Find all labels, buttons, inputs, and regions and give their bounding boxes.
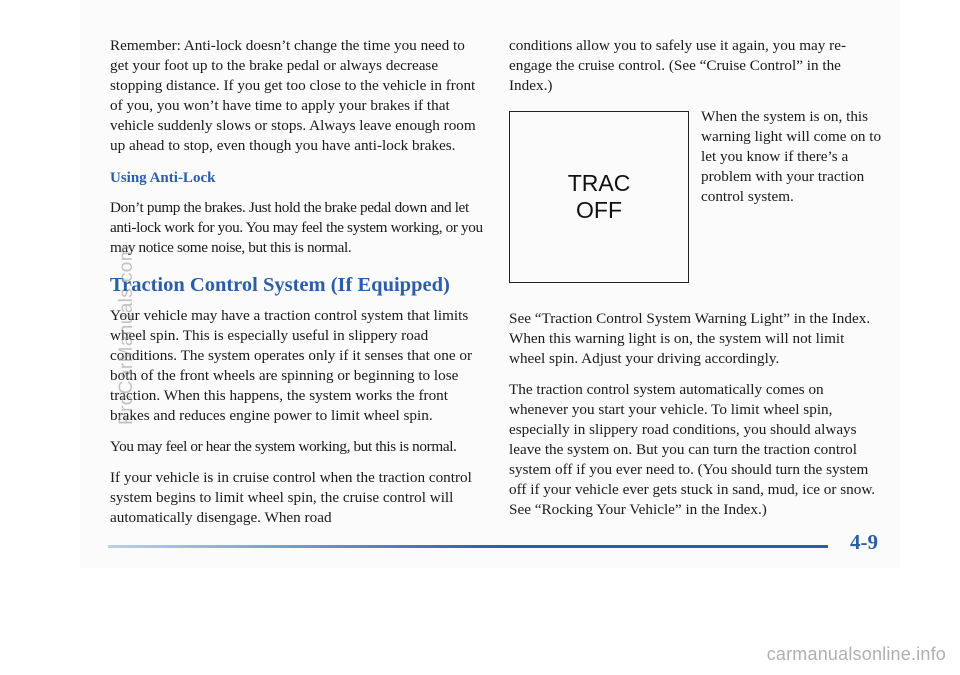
- footer-rule: [108, 545, 828, 548]
- using-anti-lock-heading: Using Anti-Lock: [110, 170, 216, 186]
- feel-or-hear-paragraph: You may feel or hear the system working, but this is normal.: [110, 438, 457, 455]
- traction-intro-paragraph: Your vehicle may have a traction control system that limits wheel spin. This is especially useful in slippery road conditions. The system operates only if it senses that one or both of the front wheels are spinning or beginning to lose traction. When this happens, the system works the front brakes and reduces engine power to limit wheel spin.: [110, 307, 473, 424]
- page-number: 4-9: [850, 530, 878, 554]
- conditions-paragraph: conditions allow you to safely use it again, you may re-engage the cruise control. (See “Cruise Control” in the Index.): [509, 37, 847, 94]
- right-column: [509, 36, 884, 531]
- warning-light-block: [509, 107, 884, 283]
- bottom-watermark: carmanualsonline.info: [766, 644, 946, 664]
- warning-light-line-1: TRAC: [567, 170, 631, 196]
- left-column: [110, 36, 485, 539]
- traction-control-section-title: Traction Control System (If Equipped): [110, 274, 450, 296]
- warning-light-line-2: OFF: [576, 197, 622, 223]
- warning-light-description: When the system is on, this warning light will come on to let you know if there’s a problem with your traction control system.: [701, 108, 882, 205]
- automatic-on-paragraph: The traction control system automatically comes on whenever you start your vehicle. To limit wheel spin, especially in slippery road conditions, you should always leave the system on. But you can turn the traction control system off if you ever need to. (You should turn the system off if your vehicle ever gets stuck in sand, mud, ice or snow. See “Rocking Your Vehicle” in the Index.): [509, 381, 876, 518]
- trac-off-label: [568, 170, 631, 224]
- cruise-control-paragraph: If your vehicle is in cruise control when the traction control system begins to limit wheel spin, the cruise control will automatically disengage. When road: [110, 469, 472, 526]
- trac-off-warning-light: [509, 111, 689, 283]
- see-warning-light-paragraph: See “Traction Control System Warning Light” in the Index. When this warning light is on, the system will not limit wheel spin. Adjust your driving accordingly.: [509, 310, 871, 367]
- remember-paragraph: Remember: Anti-lock doesn’t change the time you need to get your foot up to the brake pedal or always decrease stopping distance. If you get too close to the vehicle in front of you, you won’t have time to apply your brakes if that vehicle suddenly slows or stops. Always leave enough room up ahead to stop, even though you have anti-lock brakes.: [110, 37, 476, 154]
- side-watermark: ProCarManuals.com: [116, 245, 137, 425]
- using-anti-lock-paragraph: Don’t pump the brakes. Just hold the brake pedal down and let anti-lock work for you. You may feel the system working, or you may notice some noise, but this is normal.: [110, 199, 483, 256]
